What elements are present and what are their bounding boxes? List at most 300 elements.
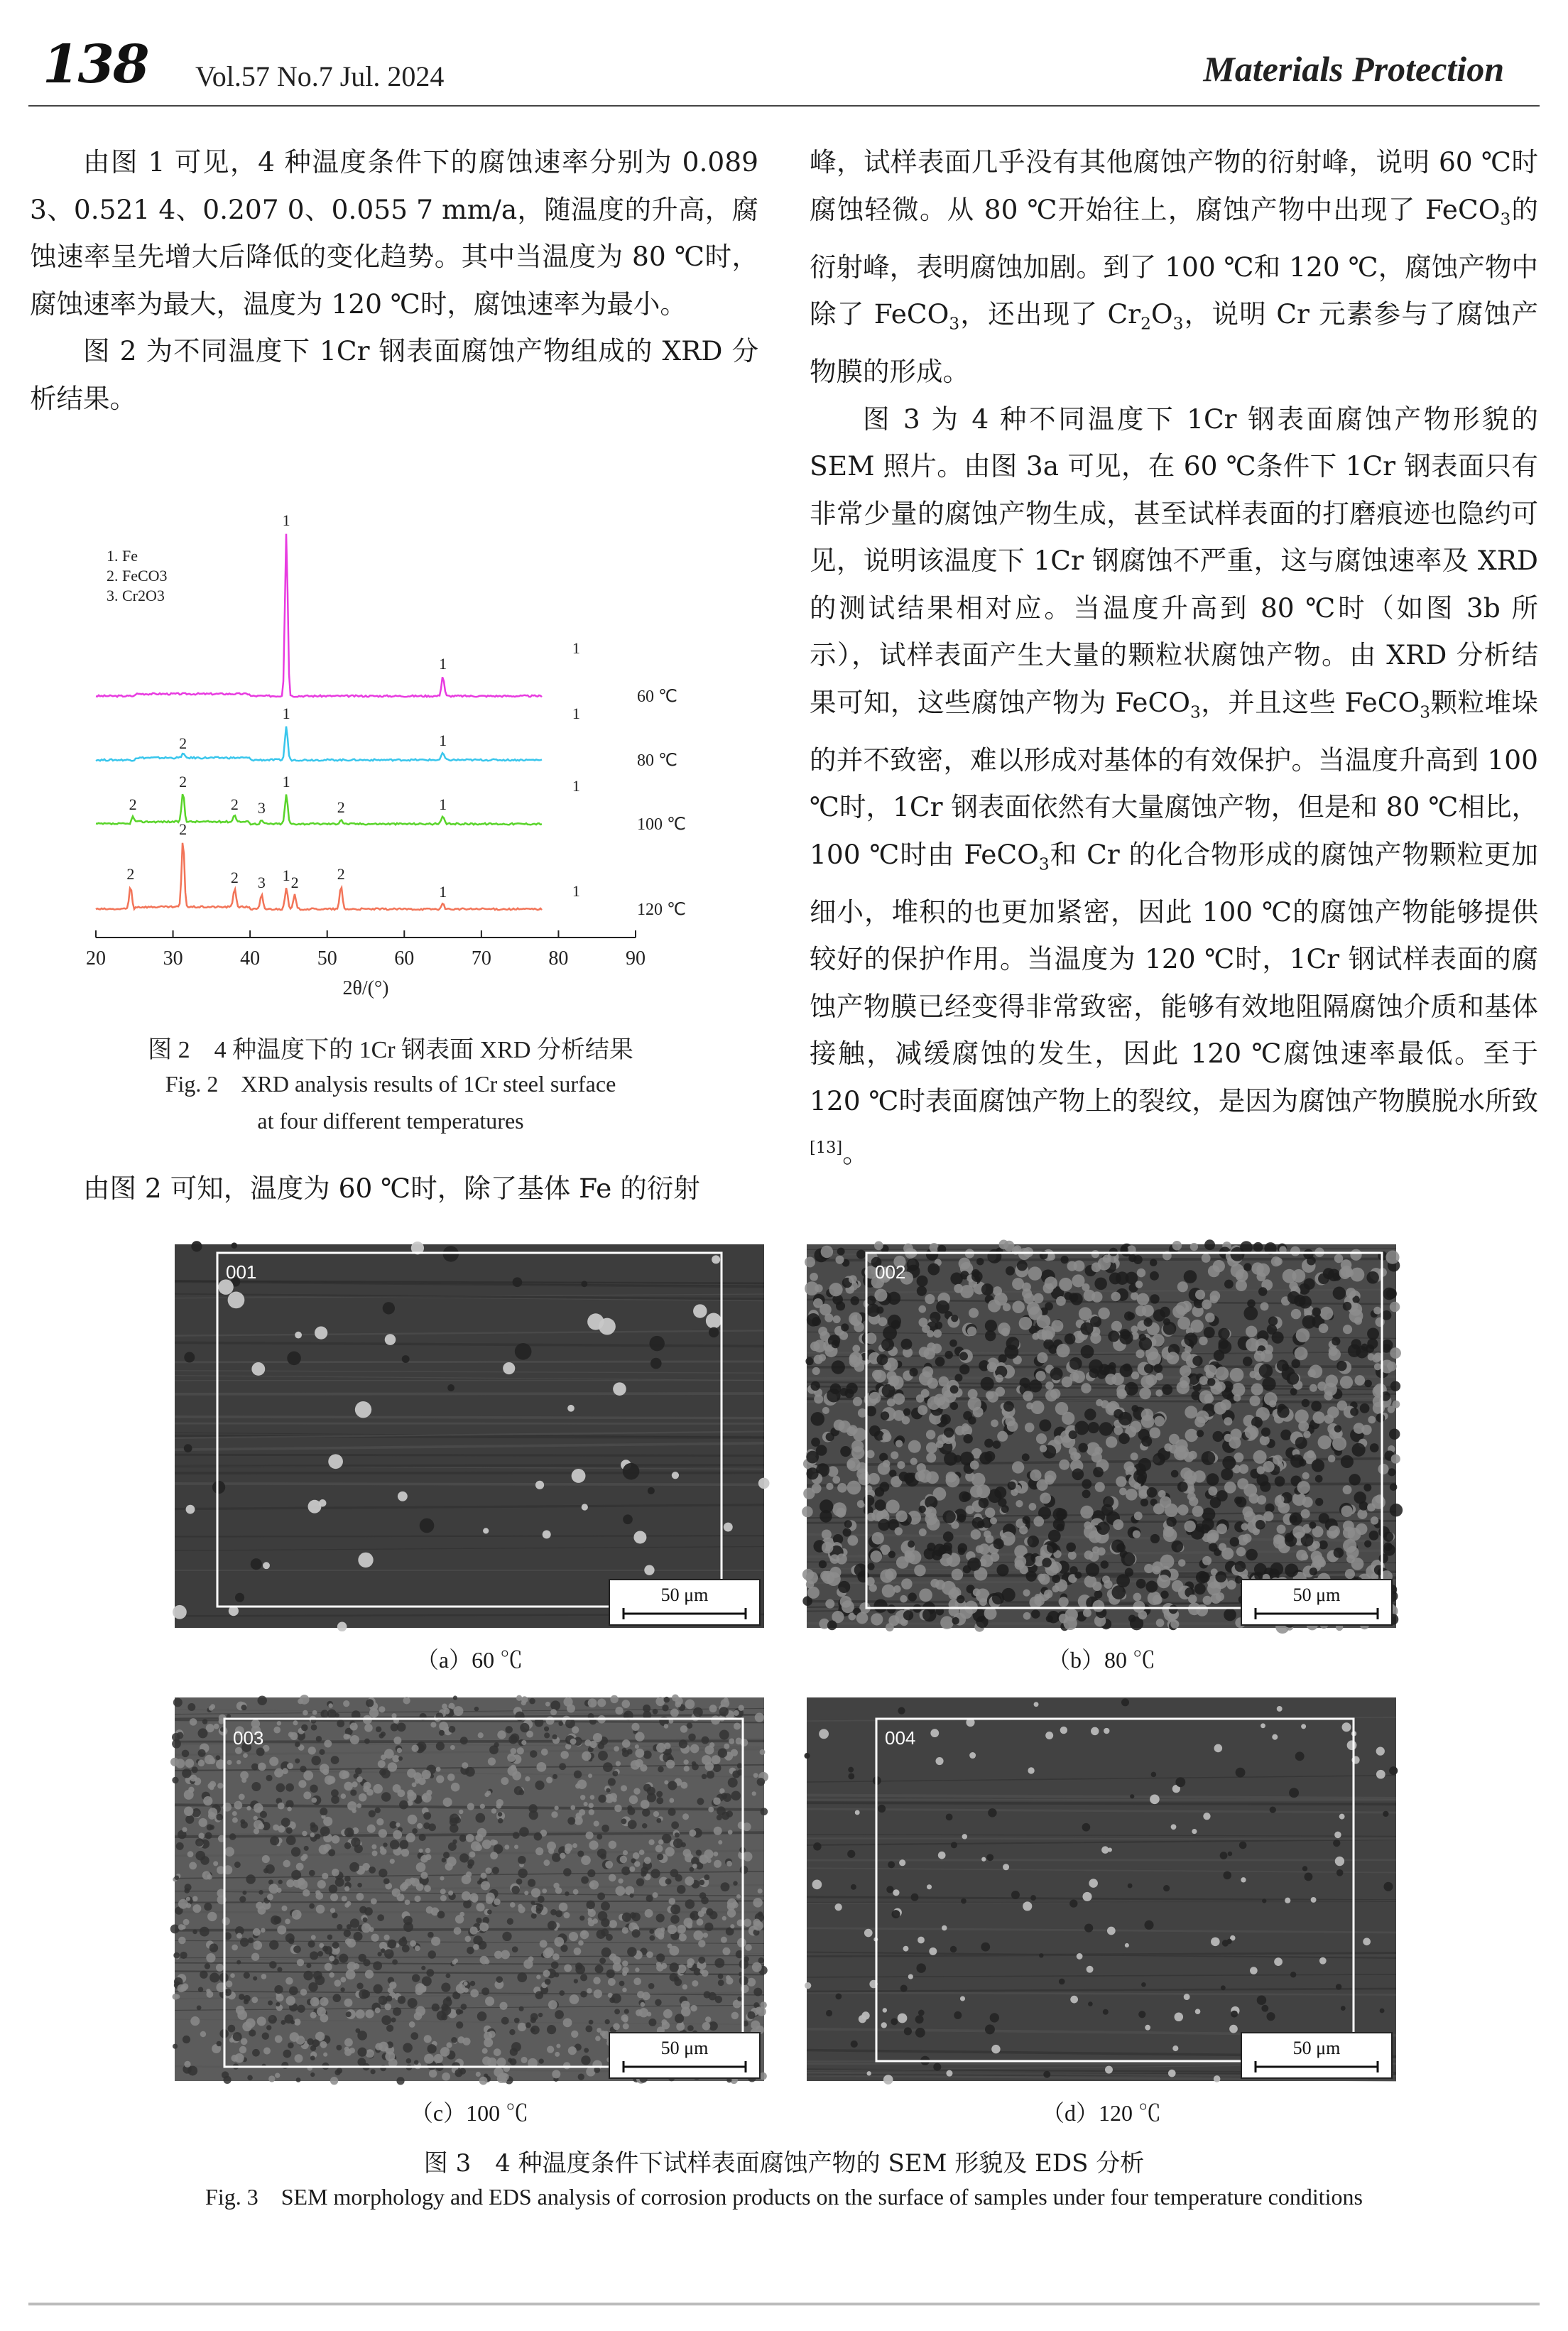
sem-particle (1354, 1317, 1362, 1325)
sem-particle (697, 1798, 704, 1805)
sem-particle (1106, 1436, 1117, 1447)
sem-particle (456, 1984, 466, 1994)
sem-particle (601, 1901, 610, 1911)
sem-particle (340, 1977, 346, 1983)
sem-particle (573, 1889, 579, 1895)
sem-particle (552, 1774, 557, 1779)
sem-particle (293, 1945, 301, 1953)
sem-particle (580, 1991, 587, 1998)
sem-particle (396, 1822, 400, 1827)
sem-particle (242, 2022, 252, 2032)
sem-particle (981, 1377, 994, 1391)
sem-particle (940, 1616, 954, 1629)
sem-particle (304, 1846, 309, 1851)
sem-particle (383, 1302, 395, 1314)
fig3-caption-cn: 图 3 4 种温度条件下试样表面腐蚀产物的 SEM 形貌及 EDS 分析 (423, 2149, 1145, 2178)
sem-particle (633, 1852, 640, 1859)
sem-particle (841, 1323, 849, 1331)
sem-particle (192, 1808, 201, 1817)
sem-particle (662, 1705, 668, 1711)
sem-image-60c (175, 1244, 764, 1628)
sem-particle (334, 1979, 341, 1987)
sem-particle (189, 1862, 197, 1869)
sem-particle (1131, 1405, 1138, 1412)
sem-particle (387, 1940, 396, 1949)
sem-particle (622, 1960, 628, 1966)
sem-particle (698, 1911, 704, 1917)
sem-particle (1089, 1879, 1098, 1888)
sem-particle (375, 1808, 381, 1813)
sem-particle (1087, 1966, 1094, 1973)
sem-particle (350, 1735, 359, 1744)
sem-particle (429, 2070, 437, 2077)
sem-particle (1008, 1482, 1016, 1490)
sem-particle (1302, 1472, 1310, 1479)
sem-particle (327, 1776, 335, 1784)
sem-particle (987, 1249, 1001, 1264)
sem-particle (908, 1541, 915, 1548)
sem-particle (1191, 1391, 1200, 1400)
sem-particle (853, 1397, 862, 1406)
sem-particle (1350, 1268, 1364, 1282)
sem-particle (1216, 1490, 1228, 1501)
sem-particle (1307, 1256, 1316, 1266)
sem-particle (175, 1994, 180, 1999)
sem-particle (263, 2048, 271, 2055)
sem-particle (217, 1783, 223, 1788)
sem-particle (381, 2015, 391, 2025)
sem-particle (1239, 1842, 1247, 1849)
sem-particle (462, 1874, 472, 1884)
sem-particle (482, 1840, 491, 1849)
sem-particle (1289, 1513, 1302, 1526)
sem-particle (271, 1916, 280, 1925)
sem-particle (1202, 1254, 1211, 1263)
sem-particle (492, 1867, 499, 1874)
sem-particle (374, 1984, 383, 1994)
sem-particle (325, 1963, 332, 1971)
sem-particle (356, 1803, 361, 1808)
sem-particle (434, 2054, 443, 2063)
x-tick-label: 70 (471, 947, 491, 969)
sem-particle (177, 1732, 184, 1739)
sem-particle (736, 1894, 741, 1898)
sem-particle (649, 1929, 654, 1934)
sem-particle (263, 1562, 270, 1569)
sem-particle (917, 1463, 926, 1472)
sem-particle (650, 1869, 660, 1878)
sem-particle (241, 2038, 248, 2045)
sem-particle (875, 1499, 886, 1511)
sem-particle (1082, 1479, 1091, 1489)
sem-particle (954, 1374, 962, 1381)
sem-particle (946, 1813, 953, 1820)
sem-particle (853, 1428, 866, 1441)
sem-particle (1274, 1957, 1283, 1966)
sem-particle (660, 1928, 665, 1932)
sem-particle (895, 1527, 903, 1535)
sem-particle (1011, 1891, 1020, 1899)
peak-label: 1 (282, 705, 290, 722)
sem-particle (1028, 1266, 1042, 1281)
sem-particle (658, 1766, 664, 1773)
sem-particle (266, 1864, 275, 1874)
sem-particle (344, 1999, 353, 2007)
sem-particle (1376, 1770, 1385, 1779)
sem-particle (1108, 1847, 1112, 1852)
sem-particle (821, 1246, 833, 1258)
sem-particle (1254, 1563, 1267, 1576)
sem-particle (1065, 1609, 1078, 1621)
sem-particle (837, 1553, 847, 1564)
sem-particle (584, 2048, 589, 2053)
sem-particle (1336, 1984, 1341, 1989)
sem-particle (202, 1719, 208, 1724)
sem-particle (322, 1873, 328, 1879)
sem-particle (243, 1753, 248, 1758)
sem-particle (1262, 1377, 1275, 1391)
sem-particle (668, 1808, 676, 1816)
sem-particle (217, 2041, 222, 2047)
sem-particle (1220, 1399, 1231, 1410)
sem-particle (898, 1707, 905, 1714)
sem-particle (997, 1431, 1008, 1442)
peak-label: 1 (282, 511, 290, 529)
sem-particle (1165, 1504, 1178, 1517)
sem-particle (209, 1943, 218, 1952)
sem-particle (369, 1927, 374, 1932)
sem-particle (266, 2025, 271, 2030)
sem-particle (917, 1286, 927, 1296)
sem-particle (623, 2017, 628, 2023)
sem-particle (904, 2027, 912, 2035)
sem-particle (514, 1844, 518, 1849)
sem-particle (861, 2011, 869, 2019)
sem-particle (1302, 1497, 1313, 1508)
sem-particle (1023, 1391, 1033, 1401)
sem-particle (1214, 1744, 1223, 1753)
sem-particle (1265, 1504, 1274, 1513)
sem-particle (586, 1901, 594, 1909)
sem-particle (878, 1317, 887, 1326)
sem-particle (253, 1976, 257, 1980)
sem-particle (901, 1578, 913, 1590)
sem-particle (1128, 1884, 1133, 1889)
sem-particle (873, 1370, 886, 1383)
sem-particle (832, 1476, 840, 1484)
sem-particle (802, 1506, 813, 1518)
sem-particle (1053, 1518, 1065, 1531)
sem-particle (642, 1992, 650, 2001)
sem-particle (486, 1791, 491, 1795)
sem-particle (328, 1703, 332, 1707)
sem-particle (386, 1996, 393, 2002)
sem-particle (344, 1842, 352, 1849)
sem-particle (1230, 1368, 1244, 1382)
sem-particle (391, 1723, 398, 1731)
sem-particle (1042, 1326, 1055, 1340)
sem-particle (949, 1340, 957, 1347)
sem-particle (642, 1823, 647, 1828)
sem-particle (227, 1714, 231, 1718)
sem-particle (848, 1773, 854, 1779)
sem-particle (903, 1946, 909, 1952)
sem-particle (1208, 1265, 1220, 1277)
sem-particle (971, 1529, 981, 1539)
sem-particle (469, 1852, 475, 1858)
sem-particle (962, 1834, 967, 1839)
sem-particle (197, 2005, 202, 2010)
sem-particle (1235, 1561, 1246, 1572)
sem-particle (1045, 1732, 1053, 1739)
sem-particle (282, 1768, 288, 1774)
sem-particle (1153, 1453, 1165, 1466)
fig2-caption-en-line2: at four different temperatures (257, 1108, 524, 1134)
sem-particle (1246, 1326, 1257, 1337)
sem-particle (1160, 1591, 1168, 1599)
sem-particle (888, 1551, 895, 1558)
sem-particle (1028, 1306, 1042, 1320)
sem-particle (882, 1585, 895, 1598)
sem-particle (510, 2048, 518, 2055)
sem-particle (344, 1886, 349, 1891)
sem-particle (269, 1756, 278, 1766)
sem-particle (842, 1600, 854, 1613)
sem-particle (417, 1823, 423, 1829)
sem-particle (412, 1828, 418, 1834)
sem-particle (518, 1856, 526, 1864)
sem-particle (832, 1340, 840, 1349)
sem-particle (464, 1982, 468, 1986)
peak-label: 2 (126, 865, 135, 883)
sem-particle (507, 1754, 516, 1762)
sem-particle (1116, 1574, 1130, 1587)
sem-particle (542, 1889, 547, 1893)
sem-particle (852, 1344, 860, 1352)
sem-particle (598, 1911, 608, 1921)
sem-particle (203, 1796, 212, 1805)
sem-particle (466, 1834, 474, 1842)
sem-caption-b: （b）80 ℃ (1047, 1647, 1155, 1673)
sem-particle (622, 1988, 626, 1992)
sem-particle (734, 1710, 739, 1716)
sem-particle (1111, 1540, 1124, 1553)
sem-particle (1294, 1295, 1306, 1307)
sem-particle (485, 1996, 494, 2006)
sem-particle (732, 1771, 740, 1778)
sem-particle (268, 2015, 277, 2023)
sem-particle (170, 1758, 179, 1766)
sem-particle (685, 1700, 695, 1710)
sem-particle (518, 1790, 524, 1795)
sem-particle (905, 1550, 913, 1558)
sem-particle (869, 1425, 881, 1437)
sem-particle (261, 1928, 266, 1933)
sem-particle (726, 1861, 732, 1867)
sem-particle (551, 1961, 559, 1969)
sem-particle (575, 1962, 582, 1969)
sem-particle (680, 1782, 687, 1789)
sem-particle (615, 1707, 623, 1715)
sem-particle (1290, 1246, 1300, 1256)
sem-particle (1163, 1885, 1170, 1891)
sem-particle (274, 1985, 283, 1994)
sem-particle (640, 2002, 645, 2007)
sem-particle (1130, 1421, 1142, 1433)
sem-particle (1334, 1254, 1344, 1264)
sem-particle (973, 1407, 984, 1418)
sem-particle (1272, 1734, 1278, 1740)
sem-particle (963, 1434, 972, 1443)
sem-particle (648, 2018, 656, 2026)
sem-particle (482, 2048, 488, 2054)
sem-particle (1171, 1470, 1179, 1478)
sem-particle (1238, 1535, 1248, 1545)
sem-particle (693, 1304, 707, 1317)
sem-particle (849, 1313, 862, 1326)
sem-particle (930, 1579, 939, 1587)
sem-particle (369, 1867, 376, 1874)
sem-particle (1215, 1381, 1225, 1391)
sem-particle (614, 2009, 620, 2014)
sem-particle (670, 1709, 679, 1717)
sem-particle (886, 1500, 900, 1514)
sem-particle (310, 2055, 315, 2060)
sem-particle (624, 2009, 629, 2014)
sem-particle (1256, 1520, 1265, 1530)
sem-particle (401, 1849, 409, 1857)
sem-particle (1096, 1399, 1103, 1406)
sem-particle (1376, 1746, 1385, 1755)
sem-particle (393, 1830, 402, 1840)
sem-particle (805, 1257, 815, 1268)
sem-particle (1285, 1563, 1298, 1577)
sem-particle (251, 1996, 258, 2003)
peak-label: 1 (439, 795, 447, 813)
sem-particle (582, 1751, 591, 1761)
sem-particle (867, 1513, 876, 1521)
sem-particle (380, 1846, 384, 1850)
sem-particle (310, 1997, 320, 2006)
sem-particle (658, 1840, 664, 1845)
sem-particle (344, 1827, 354, 1837)
sem-particle (442, 1858, 447, 1863)
sem-particle (1301, 1553, 1308, 1560)
sem-particle (1187, 1486, 1195, 1494)
sem-particle (547, 2025, 556, 2034)
sem-particle (337, 1621, 347, 1631)
header-rule (28, 105, 1540, 107)
sem-particle (1241, 1523, 1248, 1531)
sem-particle (1350, 1249, 1361, 1261)
sem-particle (379, 1733, 383, 1738)
sem-particle (178, 1924, 185, 1930)
sem-particle (555, 2052, 560, 2057)
sem-particle (1154, 1416, 1165, 1427)
sem-streak (807, 1803, 1396, 1804)
sem-particle (952, 1617, 959, 1624)
sem-particle (506, 1726, 513, 1733)
sem-particle (1121, 1552, 1136, 1566)
sem-particle (465, 1767, 475, 1777)
sem-particle (461, 2004, 467, 2010)
sem-particle (1290, 1389, 1297, 1396)
sem-particle (619, 1981, 625, 1987)
sem-particle (1257, 1995, 1266, 2004)
sem-particle (812, 1367, 820, 1375)
sem-particle (1157, 1575, 1170, 1588)
sem-particle (560, 1853, 565, 1859)
sem-particle (943, 1542, 952, 1551)
sem-particle (534, 1832, 543, 1841)
sem-particle (698, 1940, 705, 1947)
sem-particle (635, 1749, 644, 1758)
sem-particle (205, 1755, 214, 1764)
sem-particle (415, 1983, 425, 1993)
sem-particle (452, 1840, 457, 1844)
sem-particle (1070, 1452, 1079, 1461)
sem-particle (1046, 1615, 1053, 1622)
sem-particle (903, 1408, 910, 1416)
sem-particle (597, 1892, 605, 1900)
sem-particle (926, 1472, 939, 1484)
sem-particle (1305, 1873, 1313, 1881)
sem-particle (724, 1744, 729, 1749)
sem-particle (1138, 2011, 1145, 2018)
sem-particle (1215, 1366, 1229, 1380)
sem-particle (1389, 1428, 1400, 1439)
sem-particle (1227, 1939, 1232, 1944)
sem-particle (518, 2023, 526, 2031)
sem-particle (707, 1771, 714, 1778)
sem-particle (1104, 1580, 1112, 1589)
sem-particle (320, 1764, 329, 1773)
sem-particle (358, 1553, 373, 1567)
sem-particle (281, 1817, 290, 1827)
sem-particle (489, 2031, 496, 2038)
sem-particle (277, 1967, 282, 1972)
sem-particle (1142, 1305, 1154, 1317)
x-tick-label: 40 (240, 947, 261, 969)
sem-particle (1319, 1957, 1327, 1965)
sem-particle (655, 1999, 662, 2006)
sem-particle (597, 1849, 606, 1858)
sem-particle (406, 1833, 415, 1842)
sem-particle (312, 1798, 317, 1803)
sem-particle (1237, 1478, 1248, 1489)
sem-particle (252, 2049, 260, 2057)
peak-label: 3 (257, 799, 266, 817)
sem-particle (511, 1733, 520, 1742)
sem-particle (1001, 1588, 1015, 1602)
sem-particle (190, 1775, 197, 1782)
sem-particle (832, 1360, 845, 1374)
sem-particle (344, 1782, 353, 1791)
sem-particle (1366, 1271, 1379, 1284)
peak-label: 1 (572, 777, 580, 795)
sem-particle (342, 1896, 347, 1901)
sem-particle (247, 2075, 253, 2081)
sem-particle (621, 1867, 630, 1875)
sem-particle (365, 1969, 374, 1978)
sem-particle (1062, 1412, 1074, 1425)
sem-particle (1389, 1766, 1398, 1775)
sem-particle (552, 1953, 560, 1960)
sem-particle (287, 1763, 293, 1769)
peak-label: 1 (572, 639, 580, 657)
sem-particle (709, 1705, 717, 1712)
sem-particle (486, 1897, 493, 1904)
